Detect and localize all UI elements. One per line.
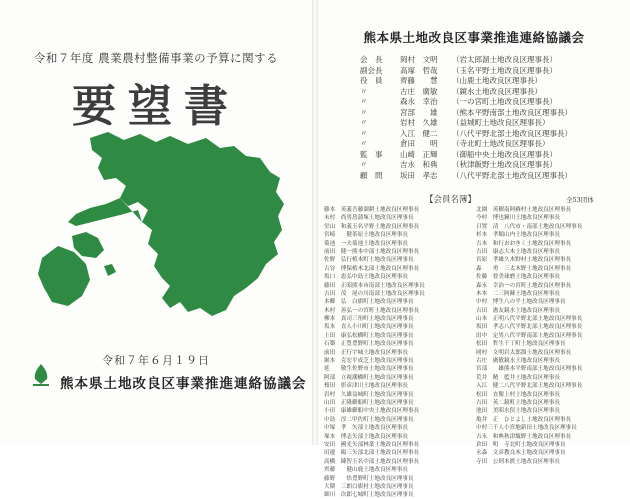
member-organization: おおきく土地改良区理事長	[504, 240, 572, 247]
officer-name: 坂田 孝志	[400, 170, 438, 180]
members-heading: 【会員名簿】	[425, 195, 477, 205]
member-organization: 八代平野南部土地改良区理事長	[504, 332, 583, 339]
member-row	[472, 398, 624, 406]
member-organization: 甲佐町土地改良区理事長	[352, 416, 414, 423]
kumamoto-mainland-shape	[90, 132, 284, 316]
member-organization: 矢部土地改良区理事長	[352, 425, 408, 432]
officer-role: 〃	[360, 160, 368, 169]
member-row	[320, 247, 472, 255]
member-row	[320, 314, 472, 322]
member-name: 宮部 雄	[476, 366, 504, 373]
member-name: 古谷 博保	[324, 265, 352, 272]
officer-org: （御船中央土地改良区理事長）	[452, 149, 557, 159]
organization-name-left: 熊本県土地改良区事業推進連絡協議会	[60, 376, 307, 392]
member-name: 前田 健一	[324, 248, 352, 255]
member-name: 延 敬生	[324, 366, 352, 373]
member-organization: 矢部林業土地改良区理事長	[352, 441, 420, 448]
member-name: 木本 二三	[476, 290, 504, 297]
officer-row	[360, 96, 580, 107]
member-row	[320, 255, 472, 263]
member-organization: 鐘川土地改良区理事長	[504, 215, 560, 222]
member-name: 柳本 真司	[324, 316, 352, 323]
member-name: 松田 直衛	[476, 391, 504, 398]
member-name: 田邊 陽三	[324, 450, 352, 457]
member-name: 前田 正行	[324, 349, 352, 356]
members-column-right	[472, 205, 624, 465]
member-organization: 小川町土地改良区理事長	[352, 324, 414, 331]
officer-org: （八代平野北部土地改良区理事長）	[452, 128, 572, 138]
member-row	[472, 272, 624, 280]
member-organization: 大木土地改良区理事長	[504, 248, 560, 255]
member-organization: 八代平野北部土地改良区理事長	[504, 383, 583, 390]
officer-row	[360, 86, 580, 97]
member-organization: 菖蒲塚土地改良区理事長	[352, 215, 414, 222]
member-row	[320, 373, 472, 381]
member-name: 日置 清	[476, 223, 499, 230]
member-name: 佐藤 智美	[476, 274, 504, 281]
member-name: 池田 美昭	[476, 408, 504, 415]
member-name: 中村 博生	[476, 299, 504, 306]
member-organization: 山内土地改良区理事長	[504, 232, 560, 239]
officer-name: 齊藤 慧	[400, 76, 438, 85]
member-row	[320, 457, 472, 465]
officer-role: 顧 問	[360, 170, 383, 180]
officer-row	[360, 159, 580, 170]
officer-name: 岡村 文明	[400, 55, 438, 64]
member-name: 坂本 直人	[324, 324, 352, 331]
member-row	[320, 331, 472, 339]
member-row	[320, 339, 472, 347]
member-row	[472, 448, 624, 456]
document-subtitle: 令和７年度 農業農村整備事業の予算に関する	[33, 51, 279, 65]
officers-list	[360, 54, 580, 180]
member-row	[320, 356, 472, 364]
member-name: 亀井 正	[476, 416, 499, 423]
member-organization: 御船中央土地改良区理事長	[352, 408, 420, 415]
member-organization: 熊本中部土地改良区理事長	[352, 248, 420, 255]
member-name: 大隈 三朗	[324, 483, 352, 490]
member-name: 本郷 弘	[324, 299, 347, 306]
member-row	[320, 482, 472, 490]
member-row	[472, 264, 624, 272]
member-name: 齊藤 健	[324, 467, 352, 474]
amakusa-island-upper-shape	[72, 232, 104, 258]
member-name: 末村 尚男	[324, 215, 352, 222]
member-name: 藤田 正昭	[324, 282, 352, 289]
member-name: 森永 幸治	[476, 282, 504, 289]
member-organization: 茶原土地改良区理事長	[352, 232, 408, 239]
officer-org: （玉名平野土地改良区理事長）	[452, 65, 557, 75]
officer-org: （岩太郎溜土地改良区理事長）	[452, 55, 557, 64]
member-name: 杉本 孝順	[476, 232, 504, 239]
member-name: 山本 正明	[476, 316, 504, 323]
member-organization: 佐野市土地改良区理事長	[352, 366, 414, 373]
member-row	[472, 356, 624, 364]
member-row	[320, 281, 472, 289]
member-name: 坂田 孝志	[476, 324, 504, 331]
member-row	[472, 381, 624, 389]
member-name: 上田 康弘	[324, 332, 352, 339]
member-row	[320, 440, 472, 448]
member-name: 石築 正豊	[324, 341, 352, 348]
member-organization: ひとよし土地改良区理事長	[504, 416, 572, 423]
member-name: 阿部 立視	[324, 374, 352, 381]
member-row	[320, 264, 472, 272]
member-organization: 植木北部土地改良区理事長	[352, 265, 420, 272]
member-organization: 尾の川南部土地改良区理事長	[352, 290, 425, 297]
member-row	[320, 348, 472, 356]
member-name: 細川 次郎	[324, 492, 352, 499]
member-name: 吉本 和行	[476, 240, 504, 247]
member-name: 永森 文彦	[476, 450, 504, 457]
member-row	[320, 432, 472, 440]
member-organization: 吾藤溜耕土地改良区理事長	[352, 207, 420, 213]
member-name: 安田 國光	[324, 441, 352, 448]
member-organization: 教良木土地改良区理事長	[504, 450, 566, 457]
document-date: 令和７年６月１９日	[102, 354, 210, 367]
member-organization: 八代平野北部土地改良区理事長	[504, 324, 583, 331]
officer-row	[360, 107, 580, 118]
member-organization: 玉名中部土地改良区理事長	[352, 458, 420, 465]
member-row	[320, 213, 472, 221]
member-name: 吉田 康志	[476, 248, 504, 255]
member-name: 荒井 精	[476, 374, 499, 381]
member-row	[320, 306, 472, 314]
officer-name: 入江 健二	[400, 128, 438, 138]
member-row	[472, 423, 624, 431]
member-organization: 御船町土地改良区理事長	[352, 399, 414, 406]
officer-role: 〃	[360, 97, 368, 106]
member-organization: 矢部北部土地改良区理事長	[352, 450, 420, 457]
member-name: 木村 善弘	[324, 307, 352, 314]
member-row	[472, 230, 624, 238]
small-island-shape	[104, 264, 116, 276]
member-row	[472, 281, 624, 289]
member-row	[320, 297, 472, 305]
member-name: 高橋 陳智	[324, 458, 352, 465]
member-organization: 宇城土地改良区理事長	[352, 349, 408, 356]
member-row	[472, 306, 624, 314]
member-name: 塚本 博志	[324, 433, 352, 440]
officer-role: 〃	[360, 107, 368, 117]
officer-name: 倉田 明	[400, 139, 438, 148]
member-organization: 七城町土地改良区理事長	[352, 492, 414, 499]
member-name: 吉永 和典	[476, 433, 504, 440]
member-row	[472, 432, 624, 440]
organization-logo-icon	[30, 362, 52, 388]
member-row	[320, 289, 472, 297]
member-organization: 水俣土地改良区理事長	[504, 408, 560, 415]
member-name: 小田 康雄	[324, 408, 352, 415]
member-name: 堂山 和義	[324, 223, 352, 230]
member-organization: 中島土地改良区理事長	[352, 274, 408, 281]
member-organization: 千丁町土地改良区理事長	[504, 341, 566, 348]
officer-role: 〃	[360, 128, 368, 138]
member-row	[320, 390, 472, 398]
member-row	[320, 448, 472, 456]
members-count: 全53団体	[566, 196, 594, 204]
member-organization: 鏡水土地改良区理事長	[504, 358, 560, 365]
member-name: 山田 正隆	[324, 399, 352, 406]
member-organization: 津川土地改良区理事長	[352, 383, 408, 390]
member-row	[472, 331, 624, 339]
member-name: 森 勇	[476, 265, 499, 272]
member-name: 桜田 彰彦	[324, 383, 352, 390]
member-name: 坂口 恵弘	[324, 274, 352, 281]
member-name: 菊池 一夫	[324, 240, 352, 247]
member-row	[472, 314, 624, 322]
member-organization: 鏡町土地改良区理事長	[504, 399, 560, 406]
member-row	[320, 222, 472, 230]
member-name: 松田 哲生	[476, 341, 504, 348]
member-row	[472, 289, 624, 297]
member-row	[320, 423, 472, 431]
member-organization: 本渡土地改良区理事長	[504, 458, 560, 465]
officer-org: （秋津飯野土地改良区理事長）	[452, 160, 557, 169]
member-name: 寺田 公則	[476, 458, 504, 465]
member-organization: 岩太郎溜土地改良区理事長	[504, 349, 572, 356]
member-name: 吉田 茂	[324, 290, 347, 297]
member-name: 宮原 孝雄	[476, 257, 504, 264]
member-row	[320, 230, 472, 238]
member-organization: 鏡水土地改良区理事長	[504, 307, 560, 314]
member-organization: 上村土地改良区理事長	[504, 391, 560, 398]
member-organization: 熊本市南部土地改良区理事長	[352, 282, 425, 289]
kumamoto-map-image	[20, 118, 300, 328]
member-row	[320, 474, 472, 482]
officer-role: 会 長	[360, 55, 383, 64]
member-organization: 白旗町土地改良区理事長	[352, 299, 414, 306]
member-row	[320, 322, 472, 330]
member-row	[472, 415, 624, 423]
member-name: 入江 健二	[476, 383, 504, 390]
document-title: 要望書	[72, 81, 240, 132]
members-column-left	[320, 205, 472, 499]
member-organization: 阿蘇土地改良区理事長	[504, 290, 560, 297]
member-organization: 益城町土地改良区理事長	[352, 391, 414, 398]
member-organization: 八代平野北部土地改良区理事長	[504, 316, 583, 323]
member-row	[472, 255, 624, 263]
officer-org: （寺北町土地改良区理事長）	[452, 139, 550, 148]
member-name: 北園 英樹	[476, 207, 504, 213]
member-row	[320, 415, 472, 423]
member-organization: 久木野村土地改良区理事長	[504, 257, 572, 264]
officer-row	[360, 170, 580, 181]
member-name: 岩村 久雄	[324, 391, 352, 398]
member-row	[320, 490, 472, 498]
member-row	[472, 339, 624, 347]
officer-row	[360, 149, 580, 160]
member-row	[472, 348, 624, 356]
officer-row	[360, 54, 580, 65]
member-name: 中島 淳二	[324, 416, 352, 423]
member-organization: 寺北町土地改良区理事長	[504, 441, 566, 448]
member-organization: 一の宮町土地改良区理事長	[504, 282, 572, 289]
member-organization: 矢部土地改良区理事長	[352, 433, 408, 440]
member-name: 佐野 弘行	[324, 257, 352, 264]
member-row	[320, 364, 472, 372]
member-organization: 小宮地新田土地改良区理事長	[504, 425, 577, 432]
officer-org: （熊本平野南部土地改良区理事長）	[452, 107, 572, 117]
member-organization: 南阿蘇村土地改良区理事長	[504, 207, 572, 213]
member-organization: 秋津飯野土地改良区理事長	[504, 433, 572, 440]
member-row	[320, 398, 472, 406]
member-organization: 豊野町土地改良区理事長	[352, 341, 414, 348]
member-row	[320, 465, 472, 473]
member-row	[472, 213, 624, 221]
officer-org: （鏡水土地改良区理事長）	[452, 86, 542, 96]
member-row	[472, 364, 624, 372]
member-organization: 松橋町土地改良区理事長	[352, 332, 414, 339]
member-organization: 山鹿土地改良区理事長	[352, 467, 408, 474]
organization-name-right: 熊本県土地改良区事業推進連絡協議会	[363, 30, 585, 45]
member-name: 中塚 孝	[324, 425, 347, 432]
officer-org: （益城町土地改良区理事長）	[452, 118, 550, 127]
member-row	[472, 406, 624, 414]
officer-name: 森永 幸治	[400, 97, 438, 106]
member-organization: 植木町土地改良区理事長	[352, 257, 414, 264]
officer-name: 山崎 正輝	[400, 149, 438, 159]
member-name: 古庄 廣敏	[476, 358, 504, 365]
officer-name: 吉永 和典	[400, 160, 438, 169]
member-organization: 一の宮町土地改良区理事長	[352, 307, 420, 314]
officer-name: 宮部 雄	[400, 107, 438, 117]
member-row	[472, 297, 624, 305]
officer-role: 〃	[360, 86, 368, 96]
officer-row	[360, 138, 580, 149]
member-organization: 三太木野土地改良区理事長	[504, 265, 572, 272]
member-row	[472, 239, 624, 247]
member-row	[472, 205, 624, 213]
member-name: 藤野 悟	[324, 475, 352, 482]
officer-row	[360, 65, 580, 76]
member-name: 岡村 文明	[476, 349, 504, 356]
member-row	[320, 381, 472, 389]
member-organization: 八代市・南部土地改良区理事長	[504, 223, 583, 230]
officer-name: 高塚 哲哉	[400, 65, 438, 75]
member-organization: 潮橋町土地改良区理事長	[352, 374, 414, 381]
member-row	[320, 239, 472, 247]
officer-role: 〃	[360, 139, 368, 148]
member-organization: 玉名平野土地改良区理事長	[352, 223, 420, 230]
member-name: 今村 博也	[476, 215, 504, 222]
officer-role: 役 員	[360, 76, 383, 85]
member-name: 倉田 明	[476, 441, 499, 448]
member-organization: 藍井土地改良区理事長	[504, 374, 560, 381]
member-name: 堀本 克宏	[324, 358, 352, 365]
member-row	[472, 247, 624, 255]
member-organization: 三角町土地改良区理事長	[352, 316, 414, 323]
member-name: 吉田 英二	[476, 399, 504, 406]
member-organization: 熊本平野南部土地改良区理事長	[504, 366, 583, 373]
officer-name: 岩村 久雄	[400, 118, 438, 127]
officer-name: 古庄 廣敏	[400, 86, 438, 96]
member-name: 田中 定男	[476, 332, 504, 339]
member-organization: 豊野町土地改良区理事長	[352, 475, 414, 482]
member-name: 吉田 憲友	[476, 307, 504, 314]
officer-org: （一の宮町土地改良区理事長）	[452, 97, 557, 106]
member-row	[472, 390, 624, 398]
officer-row	[360, 117, 580, 128]
officer-role: 副会長	[360, 65, 383, 75]
member-organization: 平成芝土地改良区理事長	[352, 358, 414, 365]
officer-row	[360, 128, 580, 139]
officer-org: （山鹿土地改良区理事長）	[452, 76, 542, 85]
member-organization: 菊池土地改良区理事長	[352, 240, 408, 247]
member-organization: 八の平土地改良区理事長	[504, 299, 566, 306]
member-row	[320, 205, 472, 213]
member-row	[472, 457, 624, 465]
member-name: 宮崎 健	[324, 232, 352, 239]
officer-role: 監 事	[360, 149, 383, 159]
officer-role: 〃	[360, 118, 368, 127]
member-name: 中村三千人	[476, 425, 504, 432]
member-organization: 白旗村土地改良区理事長	[352, 483, 414, 490]
officer-row	[360, 75, 580, 86]
member-row	[472, 440, 624, 448]
member-organization: 球磨土地改良区理事長	[504, 274, 560, 281]
officer-org: （八代平野北部土地改良区理事長）	[452, 170, 572, 180]
member-name: 藤本 英義	[324, 207, 352, 213]
member-row	[320, 272, 472, 280]
member-row	[320, 406, 472, 414]
member-row	[472, 222, 624, 230]
member-row	[472, 373, 624, 381]
member-row	[472, 322, 624, 330]
